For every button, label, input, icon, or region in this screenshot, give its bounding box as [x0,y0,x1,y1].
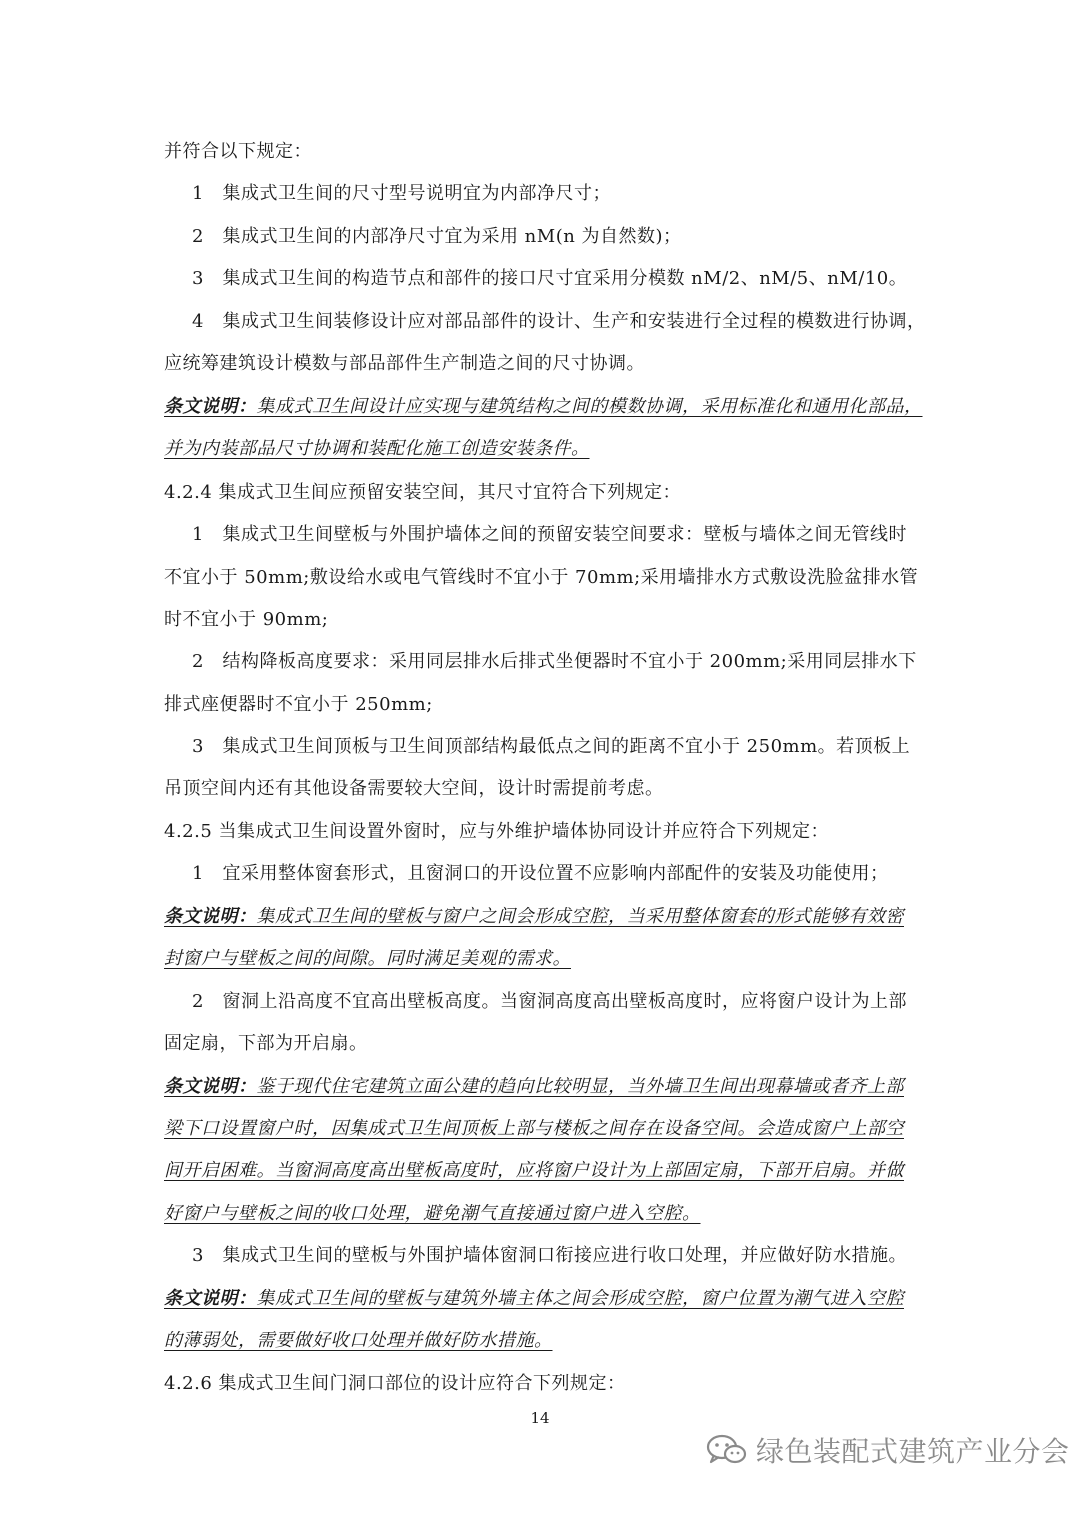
text-line: 排式座便器时不宜小于 250mm; [164,694,433,715]
watermark [706,1430,1070,1470]
clause-explanation: 封窗户与壁板之间的间隙。同时满足美观的需求。 [164,948,571,969]
text-line: 并符合以下规定： [164,141,312,162]
clause-explanation [164,1075,904,1099]
wechat-icon [706,1433,748,1467]
clause-item: 2 集成式卫生间的内部净尺寸宜为采用 nM(n 为自然数)； [192,226,682,247]
explanation-lead: 条文说明： [164,906,257,927]
explanation-text: 鉴于现代住宅建筑立面公建的趋向比较明显，当外墙卫生间出现幕墙或者齐上部 [256,1076,904,1097]
clause-item: 1 宜采用整体窗套形式，且窗洞口的开设位置不应影响内部配件的安装及功能使用； [192,863,889,884]
explanation-lead: 条文说明： [164,396,257,417]
clause-item: 4 集成式卫生间装修设计应对部品部件的设计、生产和安装进行全过程的模数进行协调， [192,311,926,332]
clause-explanation [164,1287,904,1311]
explanation-text: 集成式卫生间的壁板与建筑外墙主体之间会形成空腔，窗户位置为潮气进入空腔 [256,1288,904,1309]
explanation-lead: 条文说明： [164,1288,257,1309]
clause-item: 3 集成式卫生间顶板与卫生间顶部结构最低点之间的距离不宜小于 250mm。若顶板上 [192,736,911,757]
section-heading: 4.2.5 当集成式卫生间设置外窗时，应与外维护墙体协同设计并应符合下列规定： [164,821,830,842]
clause-item: 2 窗洞上沿高度不宜高出壁板高度。当窗洞高度高出壁板高度时，应将窗户设计为上部 [192,991,907,1012]
explanation-lead: 条文说明： [164,1076,257,1097]
text-line: 时不宜小于 90mm; [164,609,329,630]
clause-explanation [164,905,904,929]
text-line: 吊顶空间内还有其他设备需要较大空间，设计时需提前考虑。 [164,778,664,799]
clause-explanation [164,395,923,419]
clause-item: 2 结构降板高度要求：采用同层排水后排式坐便器时不宜小于 200mm;采用同层排水下 [192,651,917,672]
clause-item: 1 集成式卫生间壁板与外围护墙体之间的预留安装空间要求：壁板与墙体之间无管线时 [192,524,907,545]
clause-item: 3 集成式卫生间的构造节点和部件的接口尺寸宜采用分模数 nM/2、nM/5、nM/10。 [192,268,908,289]
clause-explanation: 梁下口设置窗户时，因集成式卫生间顶板上部与楼板之间存在设备空间。会造成窗户上部空 [164,1118,904,1139]
clause-item: 1 集成式卫生间的尺寸型号说明宜为内部净尺寸； [192,183,611,204]
text-line: 应统筹建筑设计模数与部品部件生产制造之间的尺寸协调。 [164,353,645,374]
text-line: 固定扇，下部为开启扇。 [164,1033,368,1054]
clause-explanation: 的薄弱处，需要做好收口处理并做好防水措施。 [164,1330,553,1351]
explanation-text: 集成式卫生间设计应实现与建筑结构之间的模数协调，采用标准化和通用化部品， [256,396,923,417]
section-heading: 4.2.6 集成式卫生间门洞口部位的设计应符合下列规定： [164,1373,626,1394]
explanation-text: 集成式卫生间的壁板与窗户之间会形成空腔，当采用整体窗套的形式能够有效密 [256,906,904,927]
watermark-text: 绿色装配式建筑产业分会 [756,1435,1070,1468]
clause-explanation: 间开启困难。当窗洞高度高出壁板高度时，应将窗户设计为上部固定扇，下部开启扇。并做 [164,1160,904,1181]
page-number: 14 [530,1409,550,1427]
clause-item: 3 集成式卫生间的壁板与外围护墙体窗洞口衔接应进行收口处理，并应做好防水措施。 [192,1245,907,1266]
section-heading: 4.2.4 集成式卫生间应预留安装空间，其尺寸宜符合下列规定： [164,482,682,503]
clause-explanation: 好窗户与壁板之间的收口处理，避免潮气直接通过窗户进入空腔。 [164,1203,701,1224]
text-line: 不宜小于 50mm;敷设给水或电气管线时不宜小于 70mm;采用墙排水方式敷设洗脸盆排水管 [164,567,919,588]
clause-explanation: 并为内装部品尺寸协调和装配化施工创造安装条件。 [164,438,590,459]
